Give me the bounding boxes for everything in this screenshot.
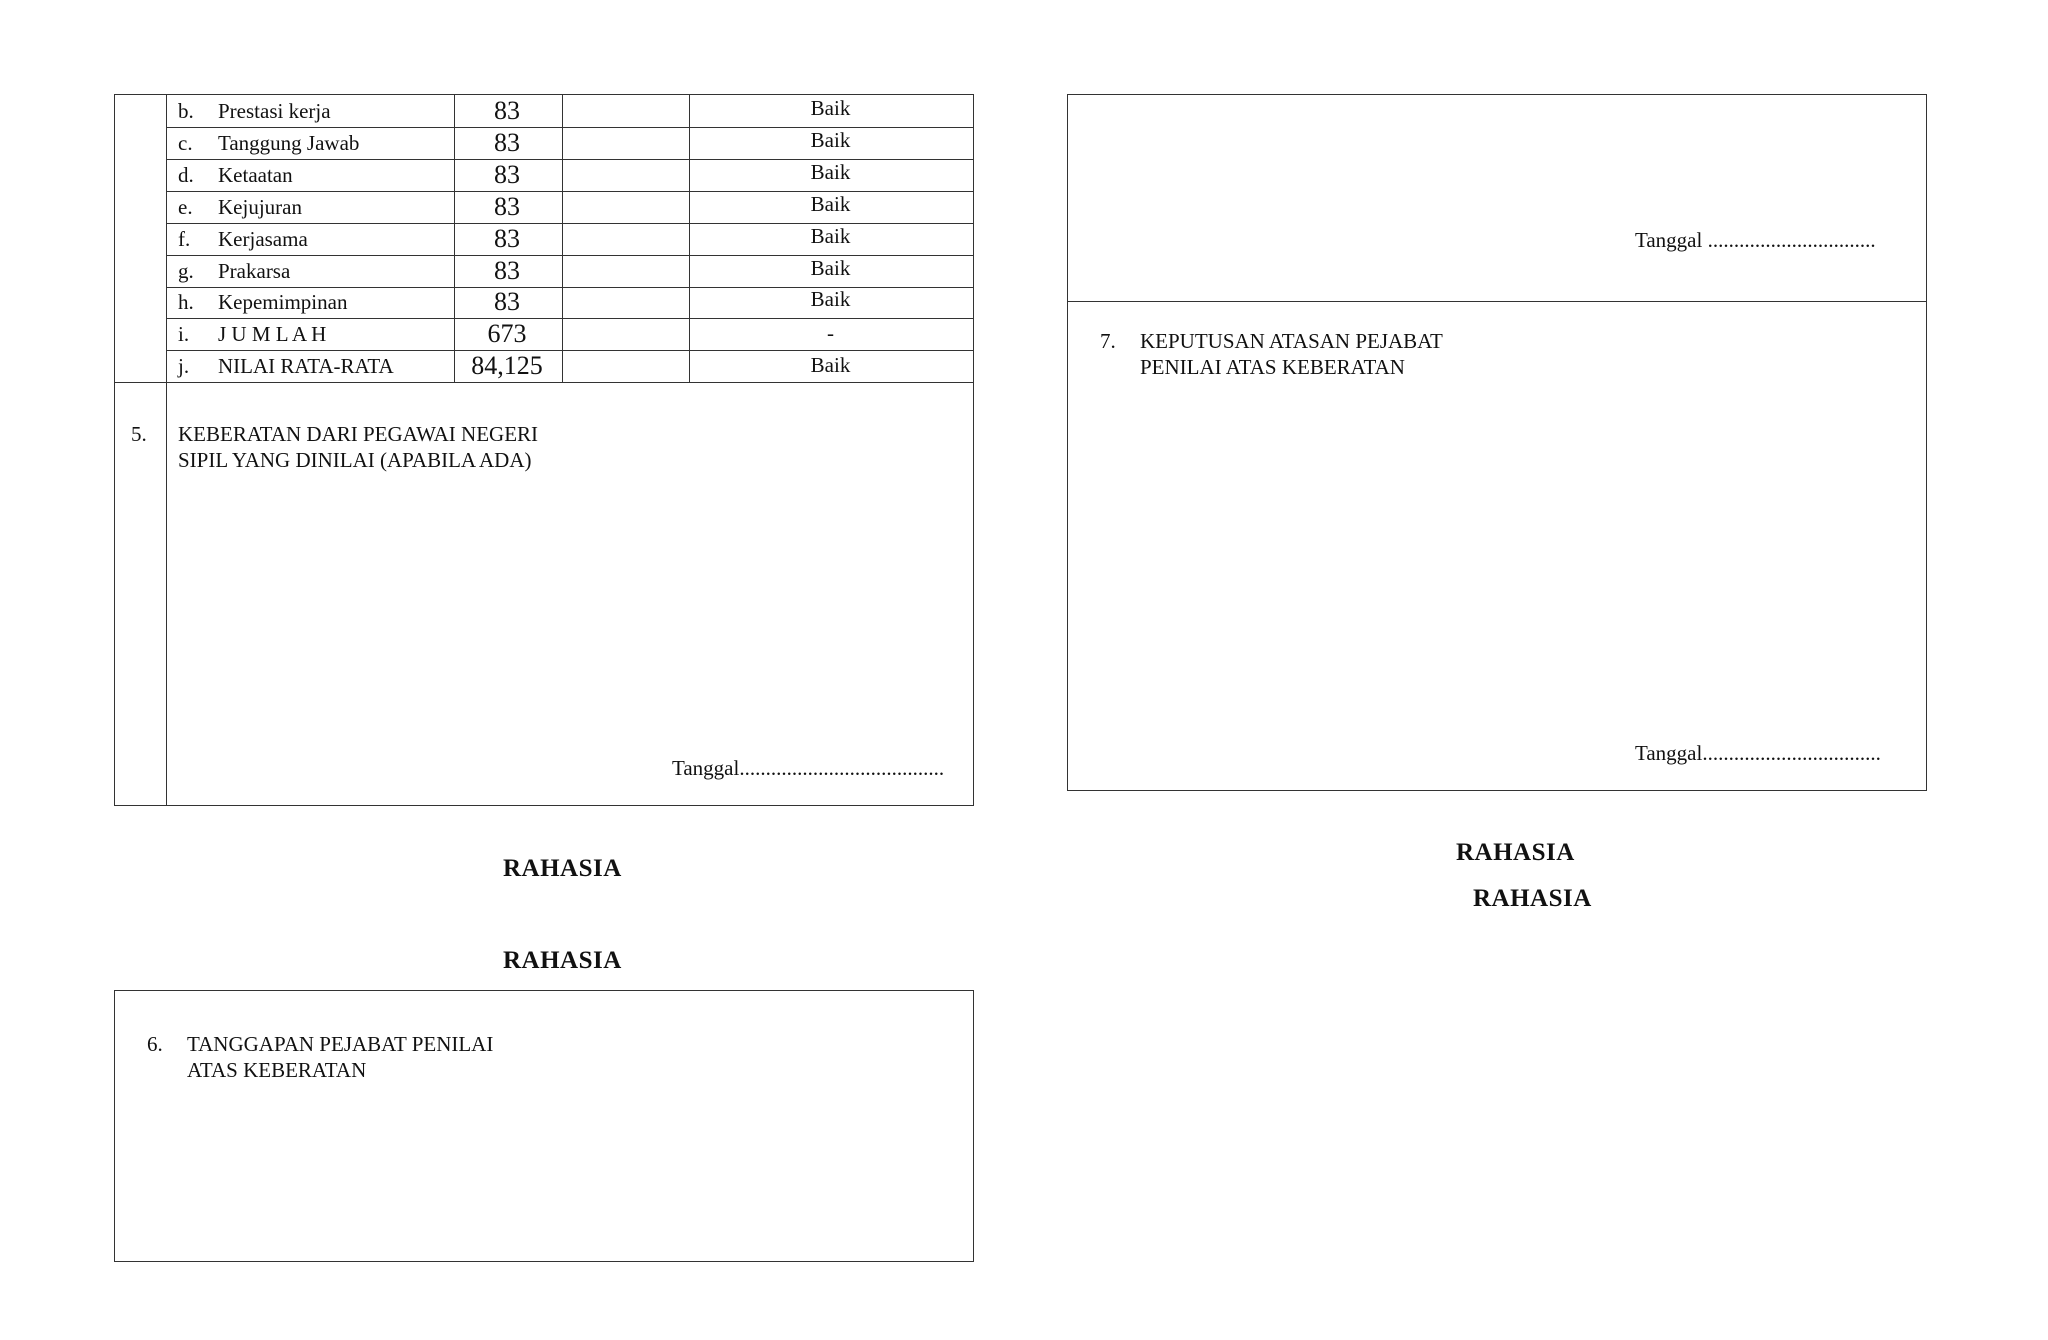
section-7-title-line1: KEPUTUSAN ATASAN PEJABAT	[1140, 329, 1443, 353]
row-letter: d.	[178, 163, 194, 187]
row-label: NILAI RATA-RATA	[218, 354, 394, 378]
row-label: Prestasi kerja	[218, 99, 331, 123]
row-letter: j.	[178, 354, 190, 378]
section-7-title-line2: PENILAI ATAS KEBERATAN	[1140, 355, 1405, 379]
row-predicate: Baik	[810, 353, 851, 377]
row-predicate: Baik	[810, 287, 851, 311]
row-label: J U M L A H	[218, 322, 327, 346]
row-predicate: Baik	[810, 256, 851, 280]
row-label: Kejujuran	[218, 195, 302, 219]
section-5-title-line2: SIPIL YANG DINILAI (APABILA ADA)	[178, 448, 532, 472]
section-6-title-line1: TANGGAPAN PEJABAT PENILAI	[187, 1032, 494, 1056]
row-divider	[166, 318, 974, 319]
row-score: 83	[494, 256, 520, 285]
row-label: Ketaatan	[218, 163, 293, 187]
row-letter: e.	[178, 195, 193, 219]
row-score: 83	[494, 287, 520, 316]
right-top-date-label: Tanggal ................................	[1635, 228, 1876, 252]
row-score: 673	[487, 319, 527, 348]
row-predicate: -	[827, 321, 834, 345]
row-score: 83	[494, 96, 520, 125]
section-6-title-line2: ATAS KEBERATAN	[187, 1058, 367, 1082]
confidential-stamp: RAHASIA	[503, 855, 622, 882]
confidential-stamp: RAHASIA	[1473, 885, 1592, 912]
confidential-stamp: RAHASIA	[1456, 839, 1575, 866]
row-score: 84,125	[471, 351, 543, 380]
row-predicate: Baik	[810, 192, 851, 216]
row-letter: b.	[178, 99, 194, 123]
table-section-divider	[114, 382, 974, 383]
section-5-date-label: Tanggal.......................................	[672, 756, 945, 780]
right-panel-box	[1067, 94, 1927, 791]
confidential-stamp: RAHASIA	[503, 947, 622, 974]
row-label: Kerjasama	[218, 227, 308, 251]
section-5-number: 5.	[131, 422, 147, 446]
row-score: 83	[494, 192, 520, 221]
section-5-title-line1: KEBERATAN DARI PEGAWAI NEGERI	[178, 422, 539, 446]
section-7-date-label: Tanggal..................................	[1635, 741, 1881, 765]
row-letter: c.	[178, 131, 193, 155]
row-letter: g.	[178, 259, 194, 283]
row-label: Tanggung Jawab	[218, 131, 360, 155]
row-divider	[166, 350, 974, 351]
row-score: 83	[494, 224, 520, 253]
section-6-number: 6.	[147, 1032, 163, 1056]
row-label: Prakarsa	[218, 259, 291, 283]
row-predicate: Baik	[810, 128, 851, 152]
section-7-number: 7.	[1100, 329, 1116, 353]
row-score: 83	[494, 128, 520, 157]
table-empty-column-divider	[562, 94, 563, 382]
row-letter: i.	[178, 322, 190, 346]
row-letter: h.	[178, 290, 194, 314]
row-letter: f.	[178, 227, 191, 251]
row-score: 83	[494, 160, 520, 189]
row-predicate: Baik	[810, 160, 851, 184]
table-number-column-divider	[166, 94, 167, 806]
row-predicate: Baik	[810, 96, 851, 120]
row-label: Kepemimpinan	[218, 290, 348, 314]
right-panel-divider	[1067, 301, 1927, 302]
row-predicate: Baik	[810, 224, 851, 248]
